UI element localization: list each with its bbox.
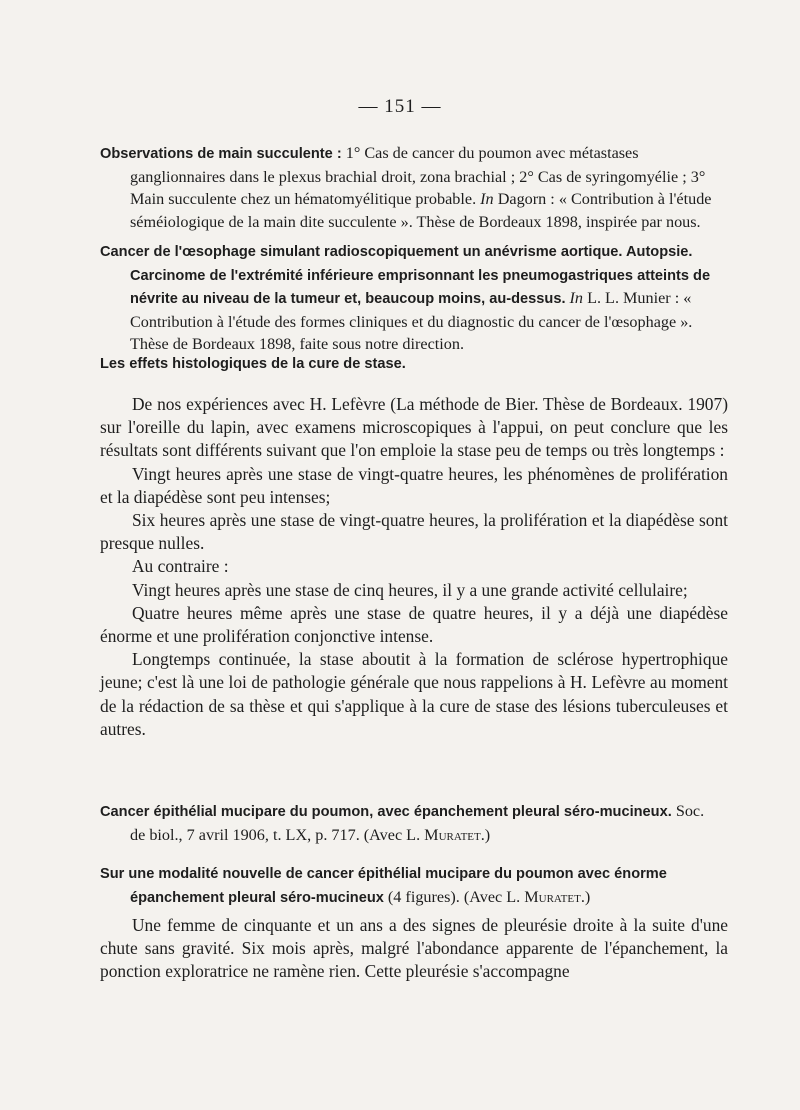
entry-reference: Soc. de biol., 7 avril 1906, t. LX, p. 717. (Avec L. — [130, 802, 705, 844]
entry-author: Muratet — [424, 825, 481, 844]
entry-main-succulente — [100, 142, 722, 233]
entry-paragraph — [100, 862, 722, 909]
entry-title: Observations de main succulente : — [100, 146, 342, 162]
entry-cancer-epithelial — [100, 800, 722, 846]
entry-modalite-nouvelle — [100, 862, 722, 909]
body-paragraph: Six heures après une stase de vingt-quatre heures, la prolifération et la diapédèse sont presque nulles. — [100, 510, 728, 554]
body-paragraph: Une femme de cinquante et un ans a des signes de pleurésie droite à la suite d'une chute sans gravité. Six mois après, malgré l'abondance apparente de l'épanchement, la ponction exploratrice ne ramène rien. Cette pleurésie s'accompagne — [100, 915, 728, 982]
body-paragraph: Longtemps continuée, la stase aboutit à la formation de sclérose hypertrophique jeune; c'est là une loi de pathologie générale que nous rappelions à H. Lefèvre au moment de la rédaction de sa thèse et qui s'applique à la cure de stase des lésions tuberculeuses et autres. — [100, 649, 728, 739]
section-heading-stase: Les effets histologiques de la cure de stase. — [100, 356, 406, 372]
entry-close: .) — [480, 825, 491, 844]
entry-title: Cancer de l'œsophage simulant radioscopiquement un anévrisme aortique. Autopsie. Carcinome de l'extrémité inférieure emprisonnant les pneumogastriques atteints de névrite au niveau de la tumeur et, beaucoup moins, au-dessus. — [100, 244, 711, 307]
entry-reference: L. L. Munier : « Contribution à l'étude des formes cliniques et du diagnostic du cancer de l'œsophage ». Thèse de Bordeaux 1898, faite sous notre direction. — [130, 289, 693, 353]
body-paragraph: Vingt heures après une stase de vingt-quatre heures, les phénomènes de prolifération et la diapédèse sont peu intenses; — [100, 463, 728, 507]
entry-reference: (4 figures). (Avec L. — [383, 887, 525, 906]
entry-author: Muratet — [524, 887, 581, 906]
section-body-femme — [100, 914, 728, 984]
entry-close: .) — [580, 887, 591, 906]
entry-paragraph — [100, 142, 722, 233]
body-paragraph: Au contraire : — [132, 556, 229, 577]
entry-cancer-oesophage — [100, 240, 722, 356]
entry-paragraph — [100, 800, 722, 846]
body-paragraph: Vingt heures après une stase de cinq heures, il y a une grande activité cellulaire; — [132, 579, 688, 600]
entry-in: In — [480, 190, 494, 208]
section-body-stase — [100, 393, 728, 741]
body-paragraph: De nos expériences avec H. Lefèvre (La méthode de Bier. Thèse de Bordeaux. 1907) sur l'oreille du lapin, avec examens microscopiques à l'appui, on peut conclure que les résultats sont différents suivant que l'on emploie la stase peu de temps ou très longtemps : — [100, 394, 728, 461]
entry-reference: Dagorn : « Contribution à l'étude séméiologique de la main dite succulente ». Thèse de Bordeaux 1898, inspirée par nous. — [130, 190, 712, 231]
entry-paragraph — [100, 240, 722, 356]
entry-text: 1° Cas de cancer du poumon avec métastases ganglionnaires dans le plexus brachial droit, zona brachial ; 2° Cas de syringomyélie ; 3° Main succulente chez un hématomyélitique probable. — [130, 144, 706, 208]
body-paragraph: Quatre heures même après une stase de quatre heures, il y a déjà une diapédèse énorme et une prolifération conjonctive intense. — [100, 602, 728, 647]
entry-title: Cancer épithélial mucipare du poumon, avec épanchement pleural séro-mucineux. — [100, 804, 672, 820]
page-number: — 151 — — [358, 96, 442, 117]
entry-title: Sur une modalité nouvelle de cancer épithélial mucipare du poumon avec énorme épanchement pleural séro-mucineux — [100, 866, 667, 906]
entry-in: In — [569, 289, 584, 307]
